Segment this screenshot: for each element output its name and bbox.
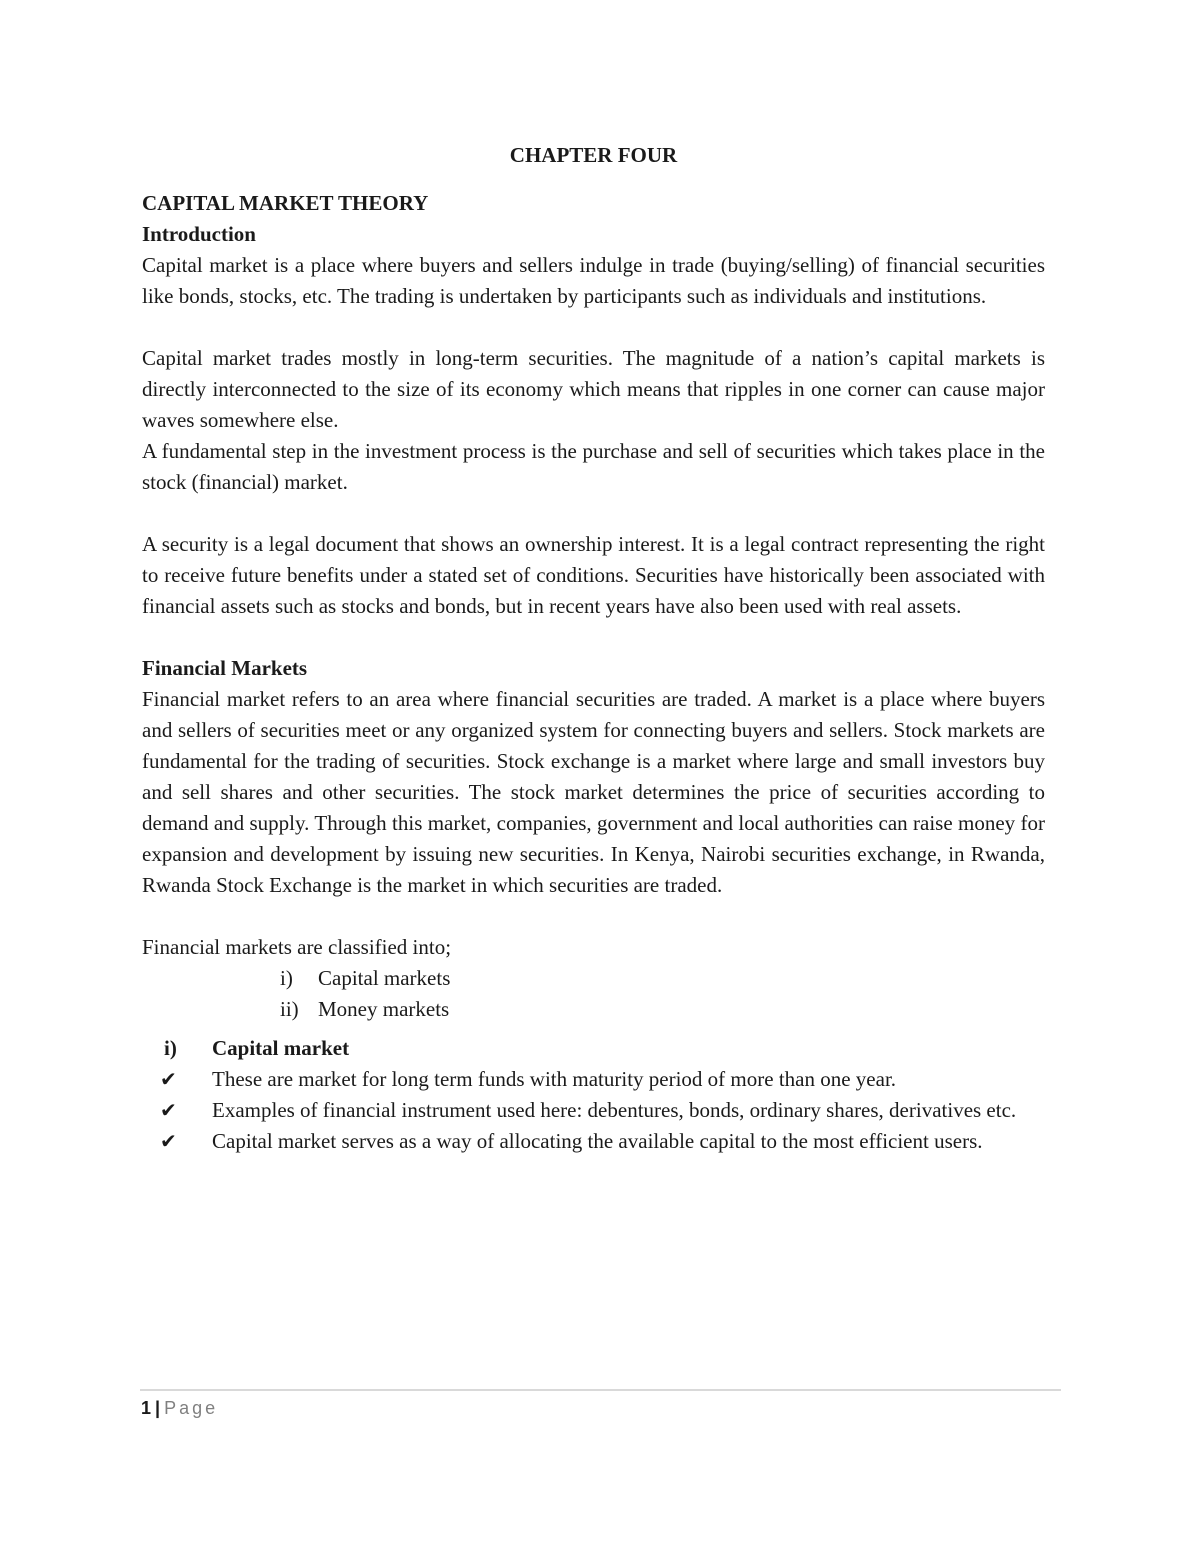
checklist-item-text: Examples of financial instrument used here: debentures, bonds, ordinary shares, derivatives etc. — [212, 1098, 1017, 1122]
checklist-item — [142, 1064, 1058, 1095]
page-content — [142, 140, 1045, 1157]
checklist-item-text: These are market for long term funds with maturity period of more than one year. — [212, 1067, 897, 1091]
introduction-paragraph-3: A fundamental step in the investment process is the purchase and sell of securities which takes place in the stock (financial) market. — [142, 439, 1045, 494]
list-item-label: Money markets — [318, 997, 450, 1021]
page-label: Page — [164, 1398, 219, 1418]
chapter-title: CHAPTER FOUR — [509, 143, 678, 167]
checklist-item-text: Capital market serves as a way of allocating the available capital to the most efficient users. — [212, 1129, 983, 1153]
list-marker: ii) — [280, 997, 299, 1021]
spacer — [142, 312, 1045, 343]
introduction-paragraph-2: Capital market trades mostly in long-term securities. The magnitude of a nation’s capital markets is directly interconnected to the size of its economy which means that ripples in one corner can cause major waves somewhere else. — [142, 346, 1045, 432]
list-item-label: Capital markets — [318, 966, 451, 990]
spacer — [142, 622, 1045, 653]
list-item — [142, 963, 1045, 994]
checklist-item — [142, 1126, 1058, 1157]
financial-markets-paragraph: Financial market refers to an area where financial securities are traded. A market is a place where buyers and sellers of securities meet or any organized system for connecting buyers and sellers. Stock markets are fundamental for the trading of securities. Stock exchange is a market where large and small investors buy and sell shares and other securities. The stock market determines the price of securities according to demand and supply. Through this market, companies, government and local authorities can raise money for expansion and development by issuing new securities. In Kenya, Nairobi securities exchange, in Rwanda, Rwanda Stock Exchange is the market in which securities are traded. — [142, 687, 1045, 897]
page-number: 1 — [141, 1398, 152, 1418]
list-marker: i) — [280, 966, 293, 990]
financial-markets-heading: Financial Markets — [142, 656, 308, 680]
list-marker: i) — [164, 1036, 177, 1060]
classification-intro: Financial markets are classified into; — [142, 935, 452, 959]
introduction-paragraph-1: Capital market is a place where buyers and sellers indulge in trade (buying/selling) of financial securities like bonds, stocks, etc. The trading is undertaken by participants such as individuals and institutions. — [142, 253, 1045, 308]
checkmark-icon: ✔ — [160, 1129, 177, 1153]
spacer — [142, 498, 1045, 529]
introduction-heading: Introduction — [142, 222, 256, 246]
section-title: CAPITAL MARKET THEORY — [142, 191, 429, 215]
introduction-paragraph-4: A security is a legal document that shows an ownership interest. It is a legal contract representing the right to receive future benefits under a stated set of conditions. Securities have historically been associated with financial assets such as stocks and bonds, but in recent years have also been used with real assets. — [142, 532, 1045, 618]
capital-market-heading — [142, 1033, 1045, 1064]
spacer — [142, 901, 1045, 932]
checkmark-icon: ✔ — [160, 1067, 177, 1091]
checkmark-icon: ✔ — [160, 1098, 177, 1122]
list-item — [142, 994, 1045, 1025]
footer-divider — [140, 1389, 1061, 1391]
capital-market-heading-label: Capital market — [212, 1036, 350, 1060]
footer-separator: | — [155, 1398, 161, 1418]
page-footer — [141, 1396, 218, 1420]
checklist-item — [142, 1095, 1058, 1126]
